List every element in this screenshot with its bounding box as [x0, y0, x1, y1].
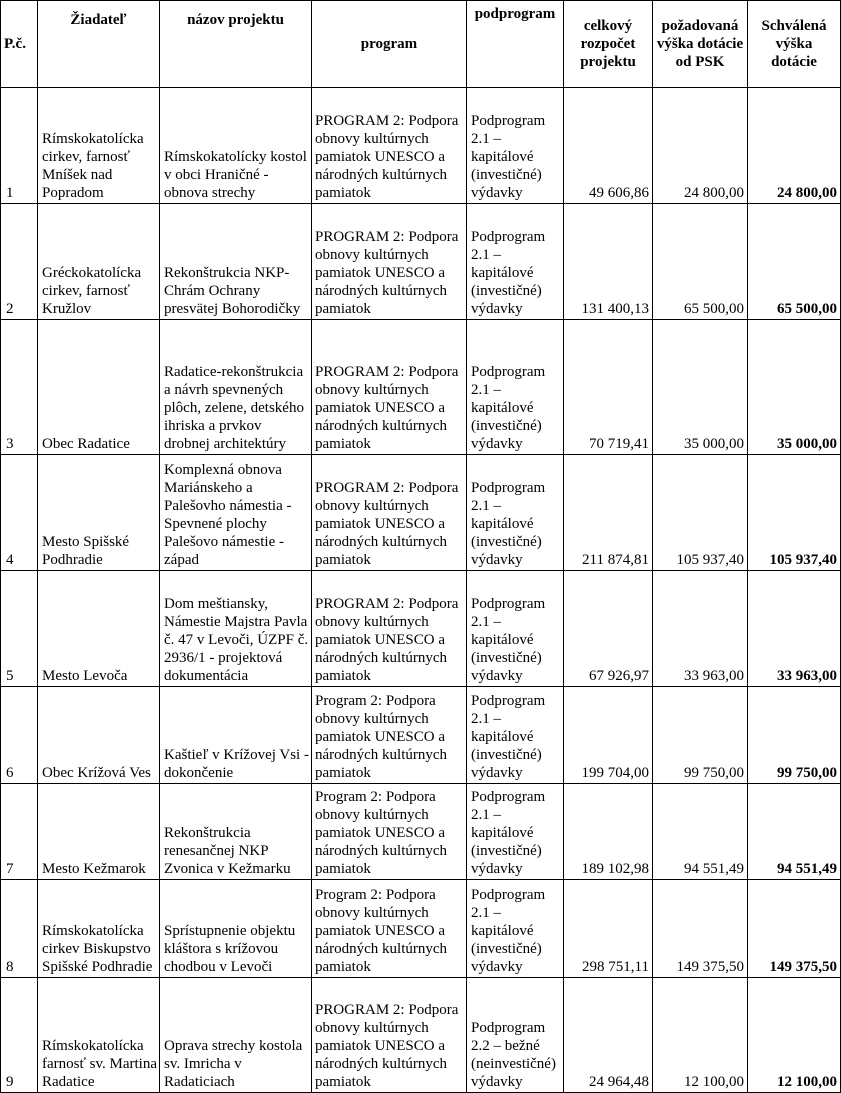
cell-program: PROGRAM 2: Podpora obnovy kultúrnych pamiatok UNESCO a národných kultúrnych pamiatok: [312, 978, 467, 1093]
table-row: [1, 784, 841, 880]
header-approved-amount: Schválená výška dotácie: [748, 1, 841, 88]
table-row: [1, 455, 841, 571]
header-row: [1, 1, 841, 88]
table-row: [1, 978, 841, 1093]
cell-total-budget: 189 102,98: [564, 784, 653, 880]
cell-total-budget: 49 606,86: [564, 88, 653, 204]
cell-number: 1: [1, 88, 38, 204]
cell-project-name: Dom meštiansky, Námestie Majstra Pavla č. 47 v Levoči, ÚZPF č. 2936/1 - projektová dokumentácia: [160, 571, 312, 687]
table-row: [1, 320, 841, 455]
cell-subprogram: Podprogram 2.1 – kapitálové (investičné) výdavky: [467, 571, 564, 687]
cell-approved-amount: 65 500,00: [748, 204, 841, 320]
table-row: [1, 880, 841, 978]
cell-program: Program 2: Podpora obnovy kultúrnych pamiatok UNESCO a národných kultúrnych pamiatok: [312, 784, 467, 880]
cell-number: 2: [1, 204, 38, 320]
cell-applicant: Rímskokatolícka cirkev, farnosť Mníšek nad Popradom: [38, 88, 160, 204]
cell-applicant: Mesto Kežmarok: [38, 784, 160, 880]
cell-number: 7: [1, 784, 38, 880]
table-row: [1, 687, 841, 784]
header-number: P.č.: [1, 1, 38, 88]
cell-applicant: Mesto Spišské Podhradie: [38, 455, 160, 571]
cell-approved-amount: 33 963,00: [748, 571, 841, 687]
cell-requested-amount: 149 375,50: [653, 880, 748, 978]
cell-program: PROGRAM 2: Podpora obnovy kultúrnych pamiatok UNESCO a národných kultúrnych pamiatok: [312, 320, 467, 455]
cell-total-budget: 211 874,81: [564, 455, 653, 571]
cell-project-name: Komplexná obnova Mariánskeho a Palešovho námestia - Spevnené plochy Palešovo námestie - západ: [160, 455, 312, 571]
cell-applicant: Rímskokatolícka cirkev Biskupstvo Spišské Podhradie: [38, 880, 160, 978]
header-total-budget: celkový rozpočet projektu: [564, 1, 653, 88]
cell-number: 5: [1, 571, 38, 687]
cell-program: PROGRAM 2: Podpora obnovy kultúrnych pamiatok UNESCO a národných kultúrnych pamiatok: [312, 571, 467, 687]
cell-project-name: Rekonštrukcia renesančnej NKP Zvonica v Kežmarku: [160, 784, 312, 880]
cell-subprogram: Podprogram 2.1 – kapitálové (investičné) výdavky: [467, 88, 564, 204]
cell-program: Program 2: Podpora obnovy kultúrnych pamiatok UNESCO a národných kultúrnych pamiatok: [312, 687, 467, 784]
cell-program: PROGRAM 2: Podpora obnovy kultúrnych pamiatok UNESCO a národných kultúrnych pamiatok: [312, 204, 467, 320]
cell-total-budget: 67 926,97: [564, 571, 653, 687]
cell-number: 9: [1, 978, 38, 1093]
cell-number: 4: [1, 455, 38, 571]
cell-approved-amount: 24 800,00: [748, 88, 841, 204]
cell-total-budget: 131 400,13: [564, 204, 653, 320]
cell-program: Program 2: Podpora obnovy kultúrnych pamiatok UNESCO a národných kultúrnych pamiatok: [312, 880, 467, 978]
cell-subprogram: Podprogram 2.1 – kapitálové (investičné) výdavky: [467, 204, 564, 320]
cell-number: 3: [1, 320, 38, 455]
cell-subprogram: Podprogram 2.1 – kapitálové (investičné) výdavky: [467, 687, 564, 784]
header-project-name: názov projektu: [160, 1, 312, 88]
cell-requested-amount: 33 963,00: [653, 571, 748, 687]
cell-requested-amount: 12 100,00: [653, 978, 748, 1093]
cell-requested-amount: 65 500,00: [653, 204, 748, 320]
cell-applicant: Obec Radatice: [38, 320, 160, 455]
cell-applicant: Rímskokatolícka farnosť sv. Martina Radatice: [38, 978, 160, 1093]
cell-subprogram: Podprogram 2.1 – kapitálové (investičné) výdavky: [467, 784, 564, 880]
cell-total-budget: 70 719,41: [564, 320, 653, 455]
cell-project-name: Radatice-rekonštrukcia a návrh spevnených plôch, zelene, detského ihriska a prvkov drobnej architektúry: [160, 320, 312, 455]
table-row: [1, 204, 841, 320]
cell-requested-amount: 99 750,00: [653, 687, 748, 784]
cell-approved-amount: 105 937,40: [748, 455, 841, 571]
cell-project-name: Oprava strechy kostola sv. Imricha v Radaticiach: [160, 978, 312, 1093]
cell-project-name: Rímskokatolícky kostol v obci Hraničné - obnova strechy: [160, 88, 312, 204]
table-row: [1, 571, 841, 687]
cell-requested-amount: 105 937,40: [653, 455, 748, 571]
cell-total-budget: 298 751,11: [564, 880, 653, 978]
cell-applicant: Mesto Levoča: [38, 571, 160, 687]
cell-subprogram: Podprogram 2.1 – kapitálové (investičné) výdavky: [467, 880, 564, 978]
cell-requested-amount: 94 551,49: [653, 784, 748, 880]
cell-approved-amount: 35 000,00: [748, 320, 841, 455]
header-requested-amount: požadovaná výška dotácie od PSK: [653, 1, 748, 88]
cell-number: 6: [1, 687, 38, 784]
cell-number: 8: [1, 880, 38, 978]
header-subprogram: podprogram: [467, 1, 564, 88]
cell-subprogram: Podprogram 2.2 – bežné (neinvestičné) výdavky: [467, 978, 564, 1093]
cell-applicant: Gréckokatolícka cirkev, farnosť Kružlov: [38, 204, 160, 320]
cell-program: PROGRAM 2: Podpora obnovy kultúrnych pamiatok UNESCO a národných kultúrnych pamiatok: [312, 455, 467, 571]
cell-program: PROGRAM 2: Podpora obnovy kultúrnych pamiatok UNESCO a národných kultúrnych pamiatok: [312, 88, 467, 204]
cell-requested-amount: 35 000,00: [653, 320, 748, 455]
cell-requested-amount: 24 800,00: [653, 88, 748, 204]
cell-approved-amount: 12 100,00: [748, 978, 841, 1093]
header-program: program: [312, 1, 467, 88]
cell-subprogram: Podprogram 2.1 – kapitálové (investičné) výdavky: [467, 320, 564, 455]
cell-total-budget: 199 704,00: [564, 687, 653, 784]
cell-total-budget: 24 964,48: [564, 978, 653, 1093]
cell-approved-amount: 94 551,49: [748, 784, 841, 880]
cell-project-name: Sprístupnenie objektu kláštora s krížovou chodbou v Levoči: [160, 880, 312, 978]
cell-applicant: Obec Krížová Ves: [38, 687, 160, 784]
table-row: [1, 88, 841, 204]
header-applicant: Žiadateľ: [38, 1, 160, 88]
cell-project-name: Rekonštrukcia NKP-Chrám Ochrany presvätej Bohorodičky: [160, 204, 312, 320]
cell-approved-amount: 99 750,00: [748, 687, 841, 784]
cell-approved-amount: 149 375,50: [748, 880, 841, 978]
cell-project-name: Kaštieľ v Krížovej Vsi - dokončenie: [160, 687, 312, 784]
cell-subprogram: Podprogram 2.1 – kapitálové (investičné) výdavky: [467, 455, 564, 571]
